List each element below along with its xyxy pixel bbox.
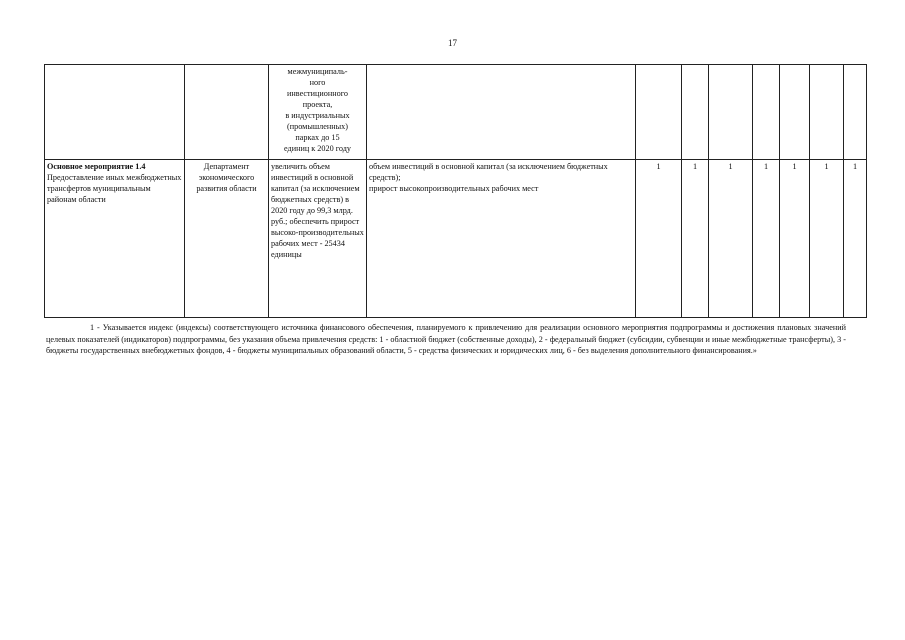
- funding-index: 1: [636, 160, 682, 318]
- funding-index: 1: [709, 160, 753, 318]
- funding-cell: [682, 65, 709, 160]
- page-number: 17: [448, 38, 457, 48]
- funding-index: 1: [810, 160, 844, 318]
- funding-index: 1: [753, 160, 780, 318]
- goal-cell: межмуниципаль- ного инвестиционного проекта, в индустриальных (промышленных) парках до 15 единиц к 2020 году: [269, 65, 367, 160]
- goal-cell: увеличить объем инвестиций в основной капитал (за исключением бюджетных средств) в 2020 году до 99,3 млрд. руб.; обеспечить прирост высоко-производительных рабочих мест - 25434 единицы: [269, 160, 367, 318]
- table-row-continuation: [45, 65, 867, 160]
- indicator-cell: [367, 160, 636, 318]
- measure-cell: [45, 160, 185, 318]
- funding-cell: [753, 65, 780, 160]
- indicator-item: объем инвестиций в основной капитал (за исключением бюджетных средств);: [369, 162, 608, 182]
- funding-cell: [709, 65, 753, 160]
- funding-index: 1: [780, 160, 810, 318]
- funding-index: 1: [682, 160, 709, 318]
- funding-index: 1: [844, 160, 867, 318]
- executor-cell-empty: [185, 65, 269, 160]
- funding-cell: [844, 65, 867, 160]
- funding-cell: [780, 65, 810, 160]
- footnote: 1 - Указывается индекс (индексы) соответствующего источника финансового обеспечения, планируемого к привлечению для реализации основного мероприятия подпрограммы и достижения плановых значений целевых показателей (индикаторов) подпрограммы, без указания объема привлечения средств: 1 - областной бюджет (собственные доходы), 2 - федеральный бюджет (субсидии, субвенции и иные межбюджетные трансферты), 3 - бюджеты государственных внебюджетных фондов, 4 - бюджеты муниципальных образований области, 5 - средства физических и юридических лиц, 6 - без выделения дополнительного финансирования.»: [46, 323, 846, 355]
- table-row-measure-1-4: [45, 160, 867, 318]
- program-table: [44, 64, 867, 318]
- executor-cell: Департамент экономического развития области: [185, 160, 269, 318]
- funding-cell: [810, 65, 844, 160]
- indicator-item: прирост высокопроизводительных рабочих мест: [369, 184, 539, 193]
- measure-text: Предоставление иных межбюджетных трансфертов муниципальным районам области: [47, 173, 182, 204]
- funding-cell: [636, 65, 682, 160]
- measure-cell-empty: [45, 65, 185, 160]
- measure-title: Основное мероприятие 1.4: [47, 162, 146, 171]
- indicator-cell-empty: [367, 65, 636, 160]
